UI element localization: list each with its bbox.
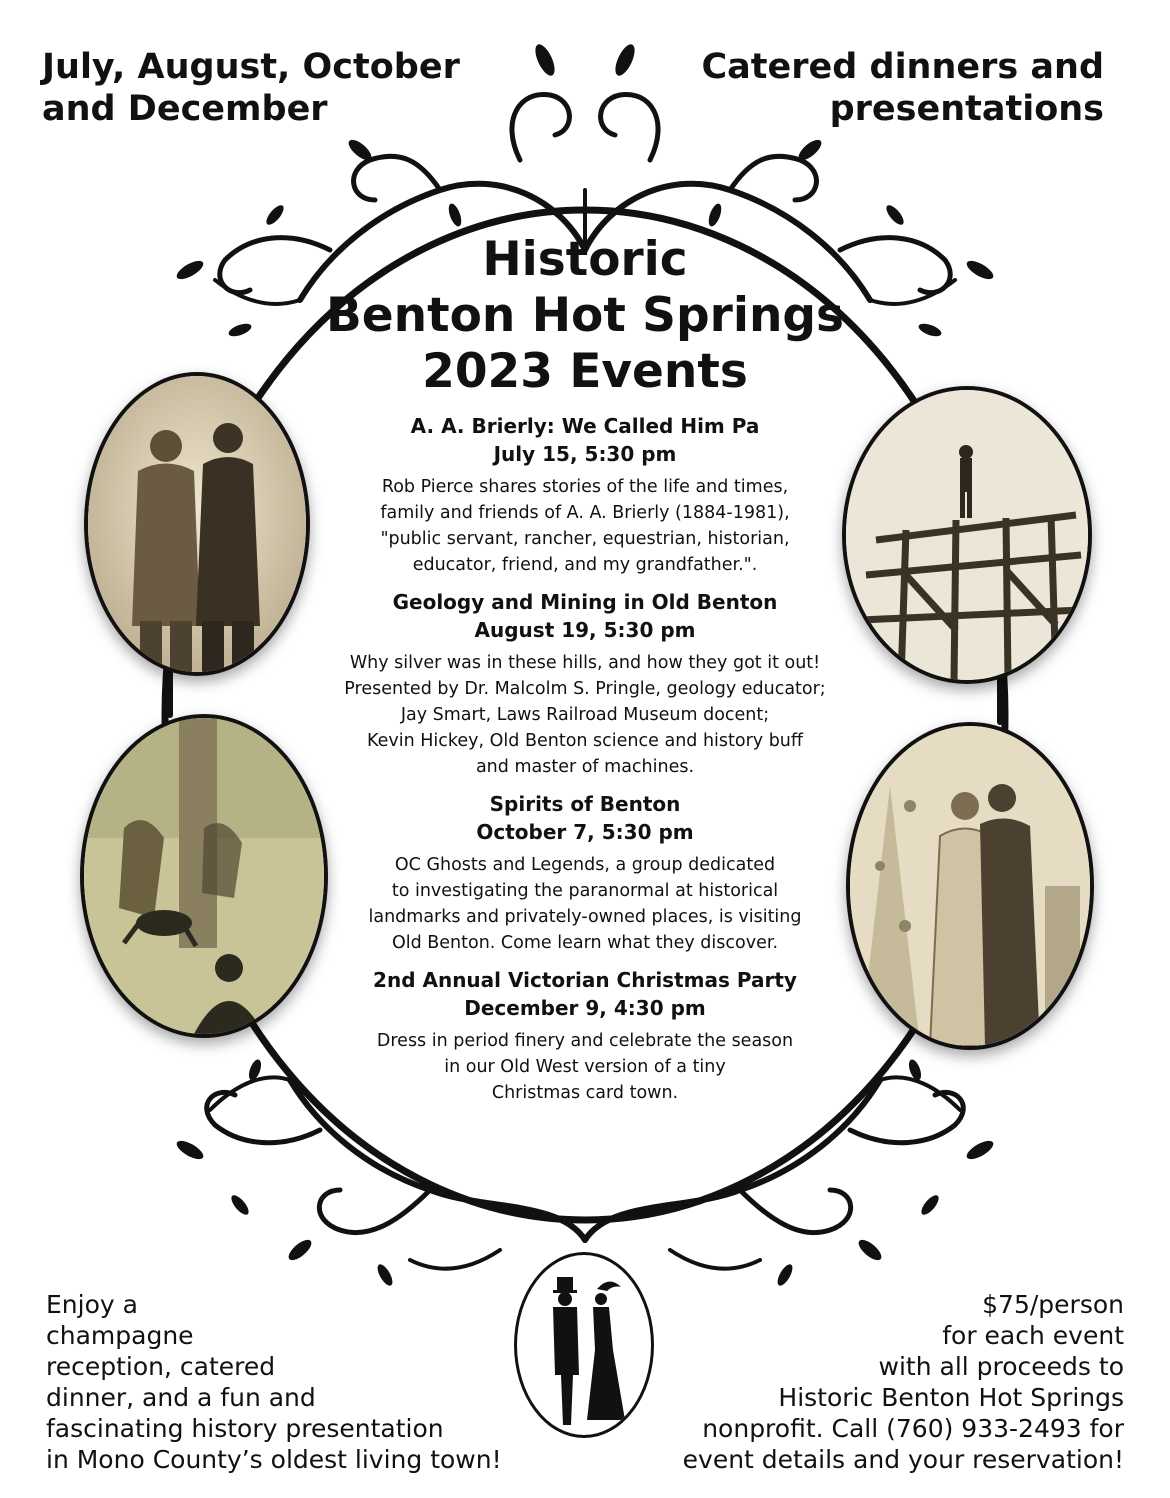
event-description-line: OC Ghosts and Legends, a group dedicated: [394, 855, 776, 875]
event-description-line: Why silver was in these hills, and how they got it out!: [349, 653, 821, 673]
page-title: [240, 232, 930, 400]
reception-line: reception, catered: [46, 1352, 276, 1381]
event-description-line: Dress in period finery and celebrate the season: [376, 1031, 794, 1051]
event-item: [300, 588, 870, 780]
event-description-line: "public servant, rancher, equestrian, historian,: [380, 529, 790, 549]
event-description-line: Jay Smart, Laws Railroad Museum docent;: [400, 705, 770, 725]
title-line: 2023 Events: [422, 344, 748, 399]
event-description: [300, 474, 870, 578]
event-description-line: to investigating the paranormal at historical: [391, 881, 779, 901]
catering-heading: [702, 46, 1105, 130]
events-list: [300, 412, 870, 1116]
event-description-line: Rob Pierce shares stories of the life and times,: [381, 477, 789, 497]
event-description-line: in our Old West version of a tiny: [444, 1057, 726, 1077]
event-date: July 15, 5:30 pm: [493, 442, 677, 466]
pricing-line: $75/person: [982, 1290, 1124, 1319]
event-item: [300, 412, 870, 578]
reception-description: [46, 1289, 502, 1475]
event-item: [300, 790, 870, 956]
event-description: [300, 1028, 870, 1106]
two-men-portrait-image: [88, 376, 306, 672]
reception-line: dinner, and a fun and: [46, 1383, 316, 1412]
dates-heading-line: July, August, October: [42, 47, 460, 87]
pricing-line: with all proceeds to: [878, 1352, 1124, 1381]
victorian-couple-photo: [846, 722, 1094, 1050]
title-line: Benton Hot Springs: [325, 288, 845, 343]
pricing-line: nonprofit. Call (760) 933-2493 for: [702, 1414, 1124, 1443]
event-description-line: landmarks and privately-owned places, is visiting: [368, 907, 802, 927]
pricing-info: [683, 1289, 1124, 1475]
event-title: Spirits of Benton: [489, 792, 681, 816]
pricing-line: event details and your reservation!: [682, 1445, 1124, 1474]
mining-structure-photo: [842, 386, 1092, 684]
event-date: October 7, 5:30 pm: [476, 820, 694, 844]
dates-heading-line: and December: [42, 89, 328, 129]
reception-line: in Mono County’s oldest living town!: [46, 1445, 502, 1474]
event-description: [300, 650, 870, 780]
title-line: Historic: [482, 232, 688, 287]
event-title: 2nd Annual Victorian Christmas Party: [373, 968, 797, 992]
reception-line: champagne: [46, 1321, 194, 1350]
pricing-line: for each event: [942, 1321, 1124, 1350]
reception-line: fascinating history presentation: [46, 1414, 444, 1443]
event-title: A. A. Brierly: We Called Him Pa: [410, 414, 760, 438]
couple-silhouette-cameo: [514, 1252, 654, 1438]
event-title: Geology and Mining in Old Benton: [392, 590, 778, 614]
pricing-line: Historic Benton Hot Springs: [778, 1383, 1124, 1412]
dates-heading: [42, 46, 460, 130]
catering-heading-line: Catered dinners and: [701, 47, 1104, 87]
victorian-couple-image: [850, 726, 1090, 1046]
event-description-line: Christmas card town.: [491, 1083, 679, 1103]
event-description-line: educator, friend, and my grandfather.".: [412, 555, 758, 575]
catering-heading-line: presentations: [829, 89, 1104, 129]
portrait-photo: [84, 372, 310, 676]
event-date: August 19, 5:30 pm: [474, 618, 696, 642]
event-description: [300, 852, 870, 956]
event-description-line: family and friends of A. A. Brierly (1884-1981),: [380, 503, 790, 523]
event-date: December 9, 4:30 pm: [464, 996, 706, 1020]
event-description-line: and master of machines.: [475, 757, 695, 777]
reception-line: Enjoy a: [46, 1290, 138, 1319]
event-item: [300, 966, 870, 1106]
shadow-figures-image: [84, 718, 324, 1034]
ghostly-photo: [80, 714, 328, 1038]
event-description-line: Kevin Hickey, Old Benton science and history buff: [367, 731, 803, 751]
event-description-line: Presented by Dr. Malcolm S. Pringle, geology educator;: [344, 679, 826, 699]
wooden-headframe-image: [846, 390, 1088, 680]
silhouette-icon: [517, 1255, 651, 1435]
event-description-line: Old Benton. Come learn what they discover.: [391, 933, 779, 953]
